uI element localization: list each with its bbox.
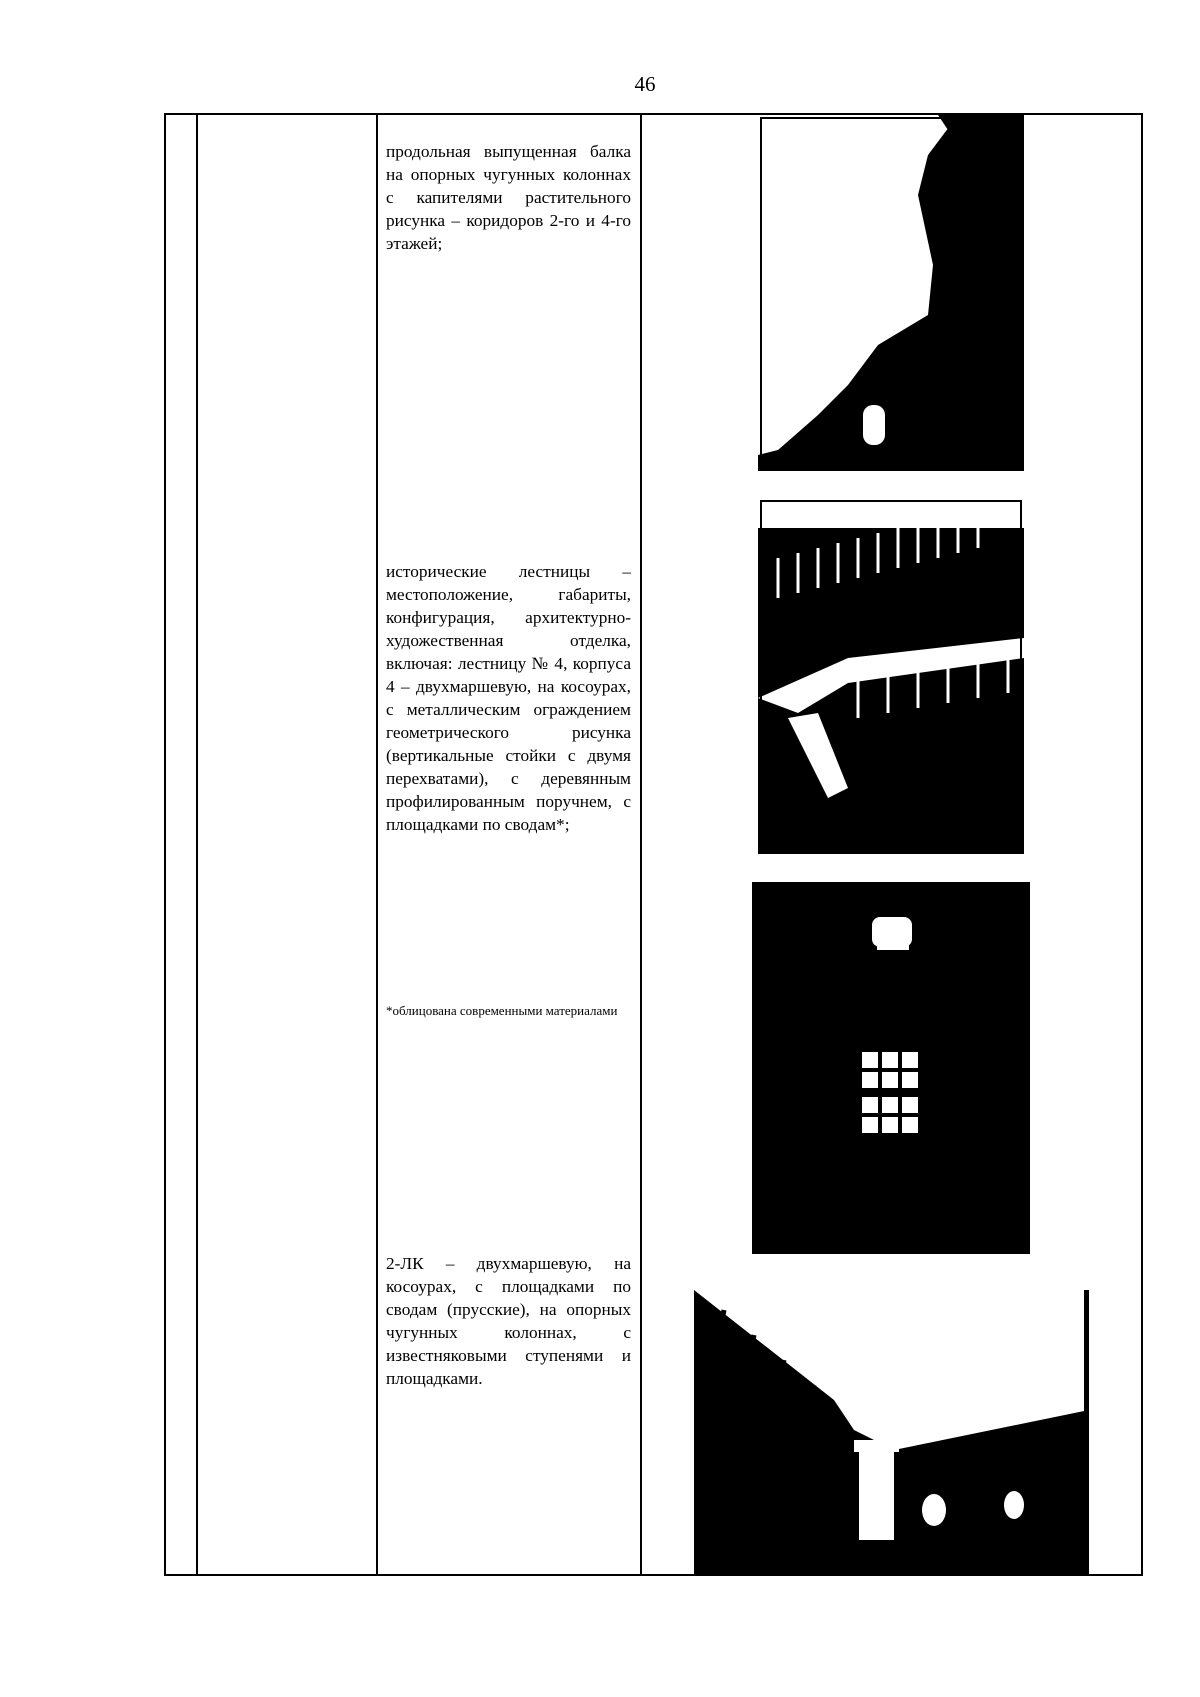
corridor-beam-photo [758,115,1024,471]
beam-description: продольная выпущенная балка на опорных чугунных колоннах с капителями растительного рисунка – коридоров 2-го и 4-го этажей; [386,142,631,253]
column-divider-3 [640,115,642,1574]
stairs-description: исторические лестницы – местоположение, габариты, конфигурация, архитектурно-художественная отделка, включая: лестницу № 4, корпуса 4 – двухмаршевую, на косоурах, с металлическим ограждением геометрического рисунка (вертикальные стойки с двумя перехватами), с деревянным профилированным поручнем, с площадками по сводам*; [386,562,631,834]
lk-description: 2-ЛК – двухмаршевую, на косоурах, с площадками по сводам (прусские), на опорных чугунных колоннах, с известняковыми ступенями и площадками. [386,1254,631,1388]
dark-window-stair-photo [752,882,1030,1254]
footnote: *облицована современными материалами [386,1003,618,1018]
staircase-railing-photo [758,498,1024,854]
page-number: 46 [634,72,656,96]
column-divider-2 [376,115,378,1574]
cast-iron-column-photo [694,1290,1089,1575]
column-divider-1 [196,115,198,1574]
